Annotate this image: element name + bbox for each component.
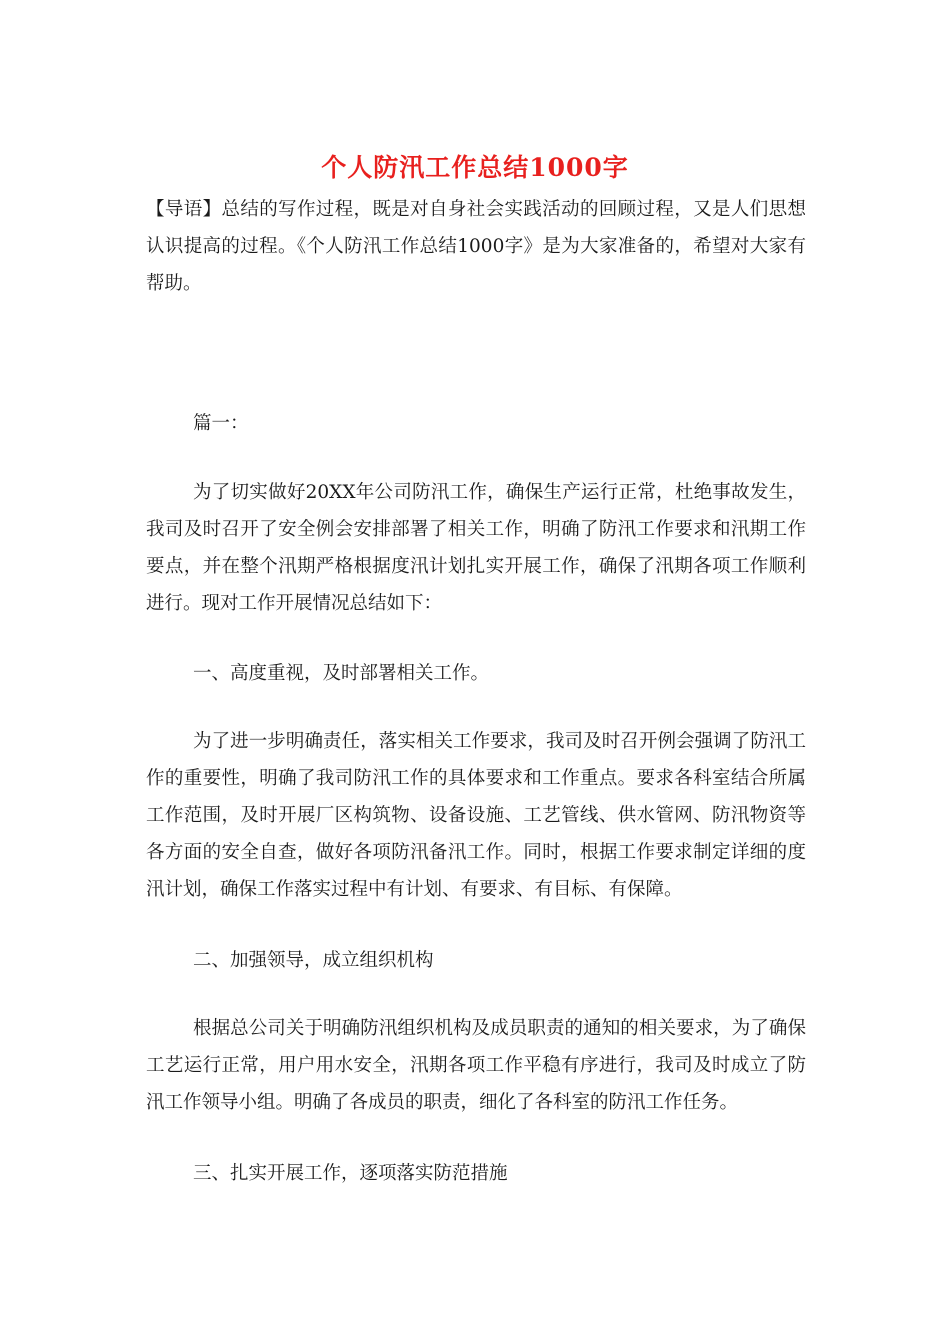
paragraph-2: 为了进一步明确责任，落实相关工作要求，我司及时召开例会强调了防汛工作的重要性，明确了我司防汛工作的具体要求和工作重点。要求各科室结合所属工作范围，及时开展厂区构筑物、设备设施、工艺管线、供水管网、防汛物资等各方面的安全自查，做好各项防汛备汛工作。同时，根据工作要求制定详细的度汛计划，确保工作落实过程中有计划、有要求、有目标、有保障。 <box>146 731 806 900</box>
heading-2: 二、加强领导，成立组织机构 <box>193 950 434 971</box>
document-title: 个人防汛工作总结1000字 <box>321 153 629 182</box>
heading-1: 一、高度重视，及时部署相关工作。 <box>193 663 490 684</box>
paragraph-3: 根据总公司关于明确防汛组织机构及成员职责的通知的相关要求，为了确保工艺运行正常，用户用水安全，汛期各项工作平稳有序进行，我司及时成立了防汛工作领导小组。明确了各成员的职责，细化了各科室的防汛工作任务。 <box>146 1018 806 1113</box>
heading-3: 三、扎实开展工作，逐项落实防范措施 <box>193 1163 508 1184</box>
paragraph-1: 为了切实做好20XX年公司防汛工作，确保生产运行正常，杜绝事故发生，我司及时召开了安全例会安排部署了相关工作，明确了防汛工作要求和汛期工作要点，并在整个汛期严格根据度汛计划扎实开展工作，确保了汛期各项工作顺利进行。现对工作开展情况总结如下： <box>146 482 806 614</box>
intro-paragraph: 【导语】总结的写作过程，既是对自身社会实践活动的回顾过程，又是人们思想认识提高的过程。《个人防汛工作总结1000字》是为大家准备的，希望对大家有帮助。 <box>146 199 806 294</box>
section-label: 篇一： <box>193 413 249 434</box>
